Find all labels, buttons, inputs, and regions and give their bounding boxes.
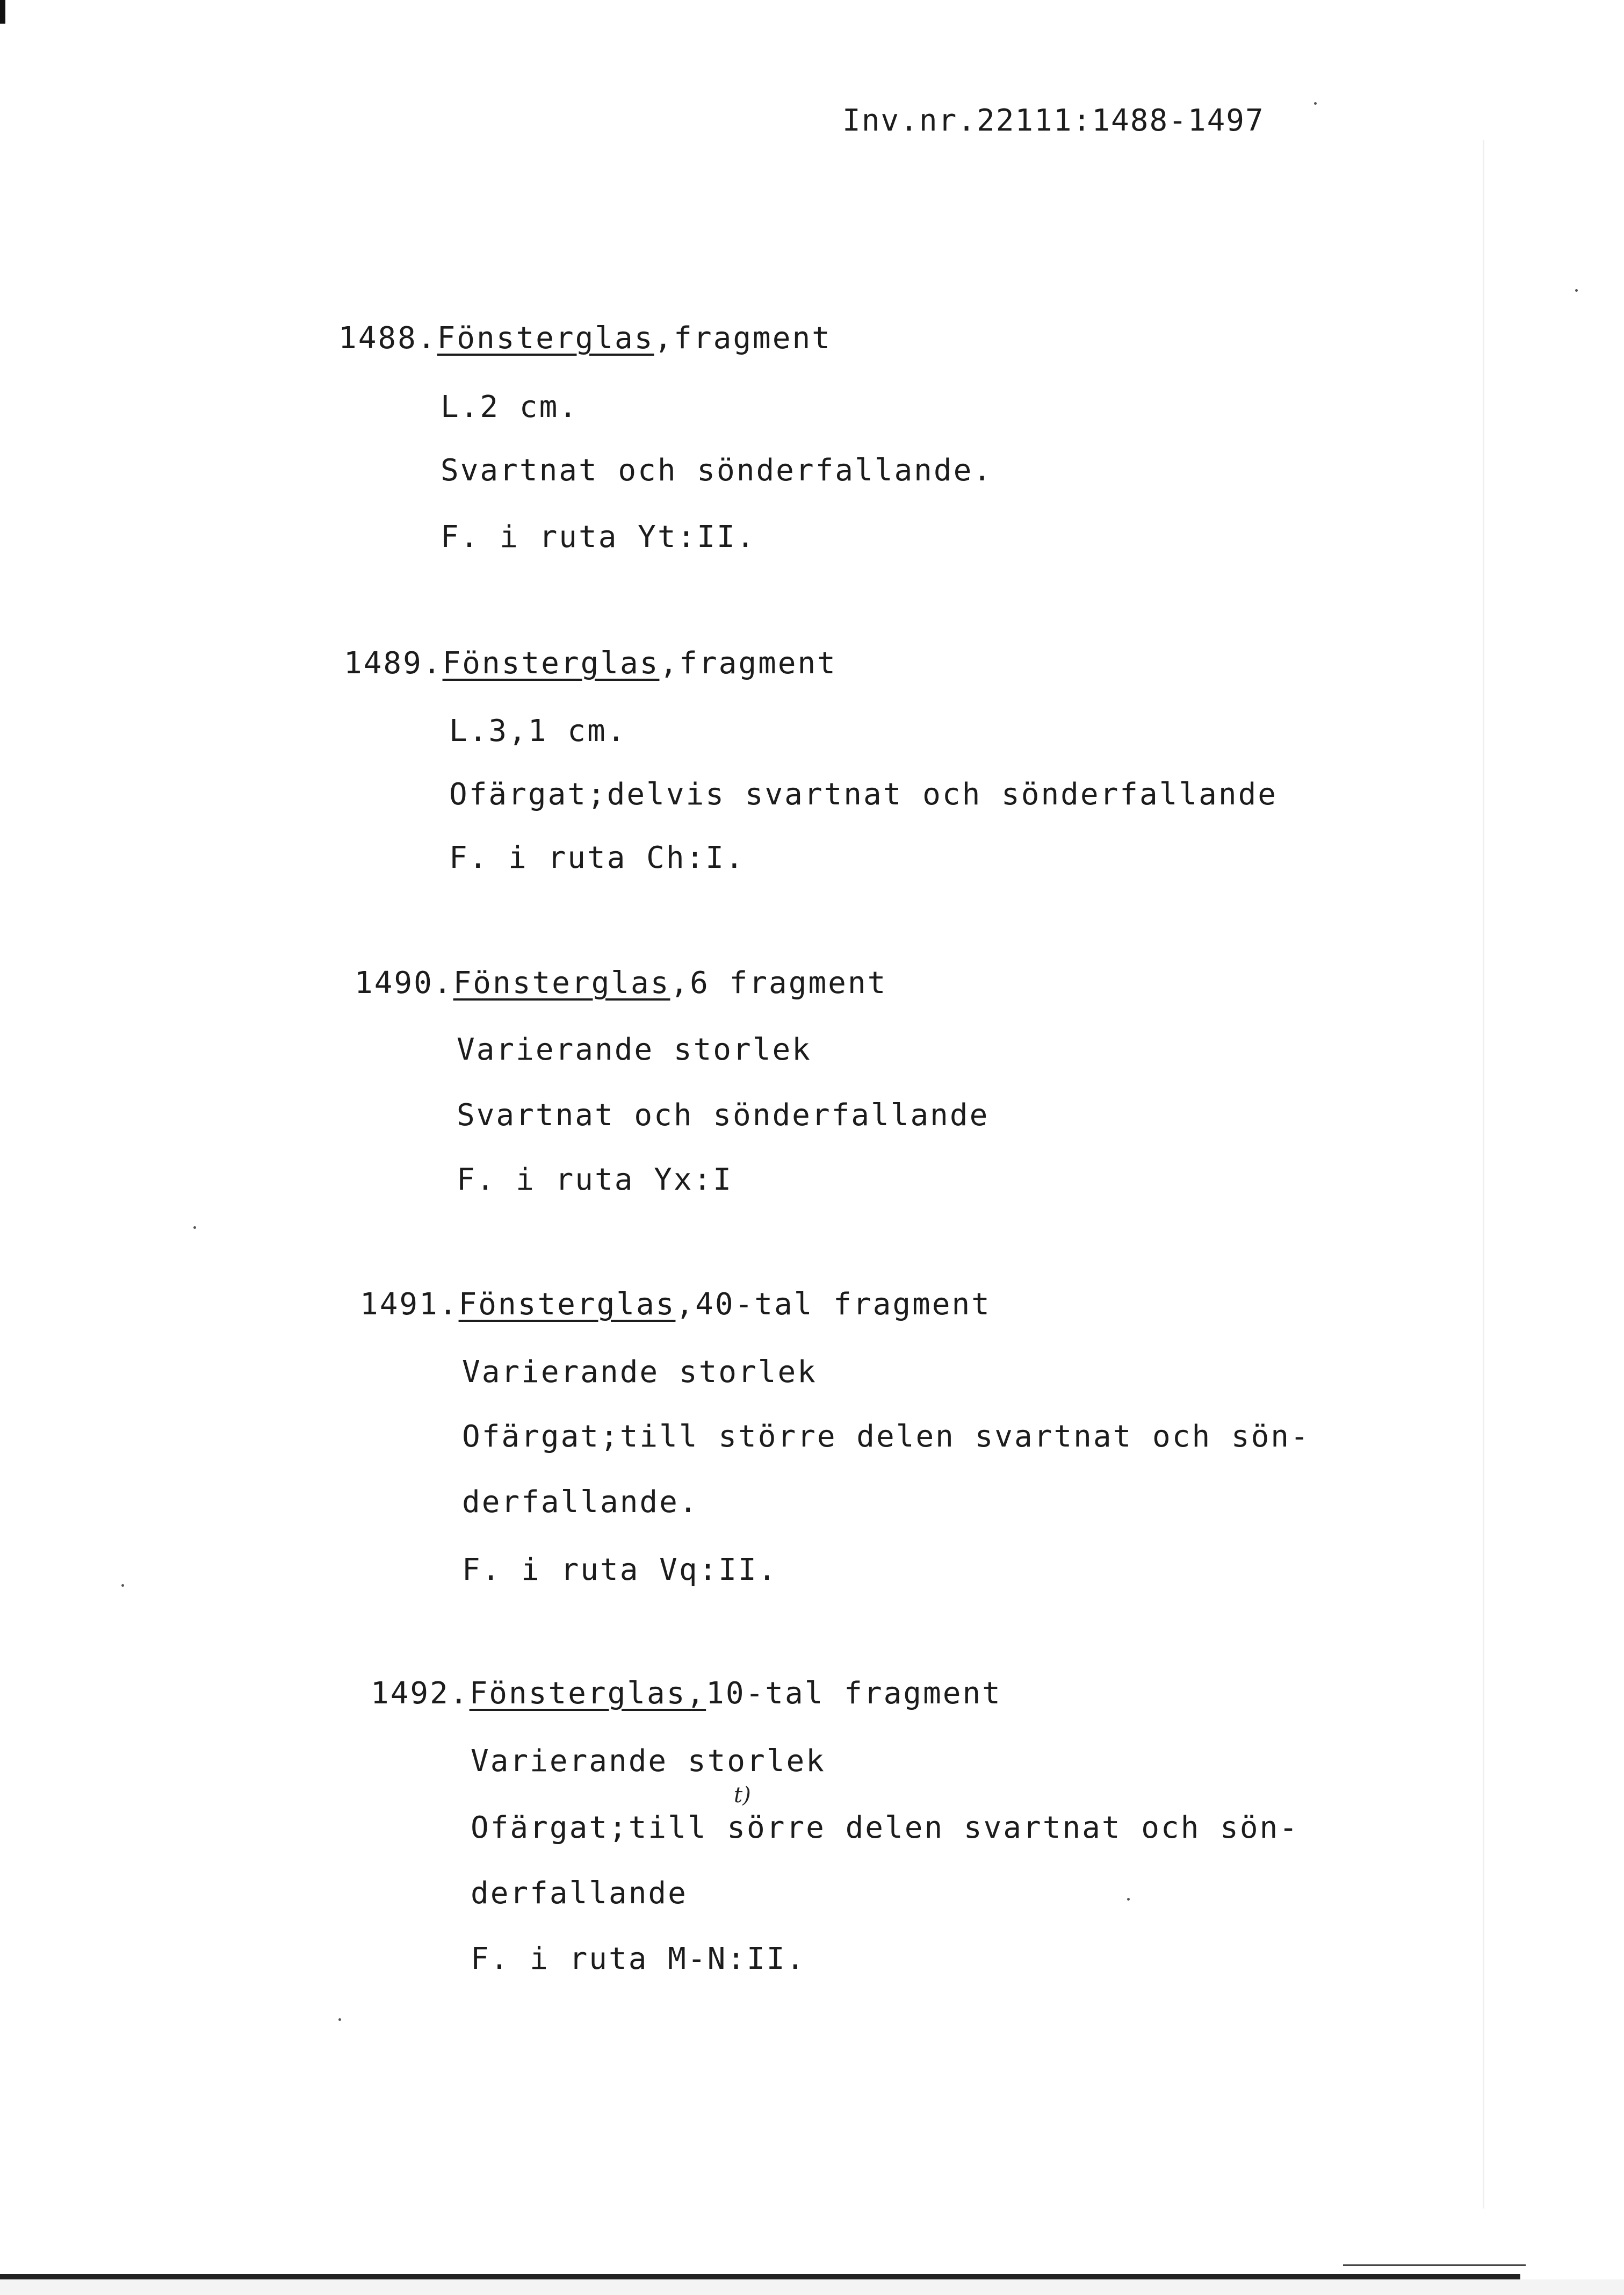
dust-speck: [193, 1226, 196, 1229]
entry-line: derfallande: [471, 1876, 688, 1911]
bottom-edge-line: [1343, 2264, 1526, 2266]
entry-number: 1488.: [338, 321, 437, 356]
dust-speck: [1314, 102, 1317, 105]
entry-line: F. i ruta Ch:I.: [449, 840, 745, 875]
entry-number: 1491.: [360, 1287, 459, 1322]
entry-heading: [360, 1289, 991, 1321]
entry-line: F. i ruta M-N:II.: [471, 1941, 806, 1976]
page-edge: [1483, 140, 1484, 2208]
entry-line: F. i ruta Vq:II.: [462, 1552, 778, 1587]
entry-line: F. i ruta Yt:II.: [441, 520, 756, 555]
entry-title: Fönsterglas: [442, 646, 660, 681]
entry-line: Varierande storlek: [457, 1032, 812, 1067]
bottom-shadow: [0, 2279, 1624, 2295]
entry-title: Fönsterglas,: [469, 1676, 706, 1711]
entry-number: 1492.: [371, 1676, 470, 1711]
dust-speck: [338, 2018, 341, 2021]
entry-heading: [371, 1678, 1002, 1710]
entry-line: L.2 cm.: [441, 390, 579, 425]
entry-line: Svartnat och sönderfallande: [457, 1098, 990, 1133]
entry-title: Fönsterglas: [437, 321, 654, 356]
entry-title-rest: 10-tal fragment: [706, 1676, 1002, 1711]
handwritten-correction: t): [734, 1783, 751, 1808]
entry-title-rest: ,fragment: [654, 321, 832, 356]
entry-line: F. i ruta Yx:I: [457, 1162, 733, 1197]
dust-speck: [1575, 289, 1578, 292]
entry-line: Svartnat och sönderfallande.: [441, 453, 993, 488]
entry-number: 1490.: [355, 966, 453, 1001]
entry-number: 1489.: [344, 646, 443, 681]
dust-speck: [121, 1584, 124, 1587]
dust-speck: [1127, 1898, 1130, 1901]
scan-mark: [0, 0, 5, 24]
entry-line: Varierande storlek: [471, 1744, 826, 1779]
entry-line: Ofärgat;delvis svartnat och sönderfallande: [449, 777, 1278, 812]
entry-title-rest: ,40-tal fragment: [675, 1287, 991, 1322]
inventory-number: Inv.nr.22111:1488-1497: [842, 103, 1265, 138]
entry-title: Fönsterglas: [453, 966, 670, 1001]
entry-line: Varierande storlek: [462, 1355, 817, 1390]
entry-line: Ofärgat;till större delen svartnat och sön-: [462, 1419, 1310, 1454]
entry-line: derfallande.: [462, 1485, 699, 1520]
bottom-edge: [0, 2274, 1520, 2279]
entry-line: Ofärgat;till sörre delen svartnat och sön-: [471, 1810, 1300, 1845]
entry-heading: [344, 648, 837, 680]
entry-title: Fönsterglas: [458, 1287, 676, 1322]
entry-title-rest: ,6 fragment: [670, 966, 887, 1001]
entry-heading: [338, 322, 832, 355]
entry-title-rest: ,fragment: [659, 646, 837, 681]
entry-line: L.3,1 cm.: [449, 714, 627, 749]
entry-heading: [355, 967, 887, 999]
